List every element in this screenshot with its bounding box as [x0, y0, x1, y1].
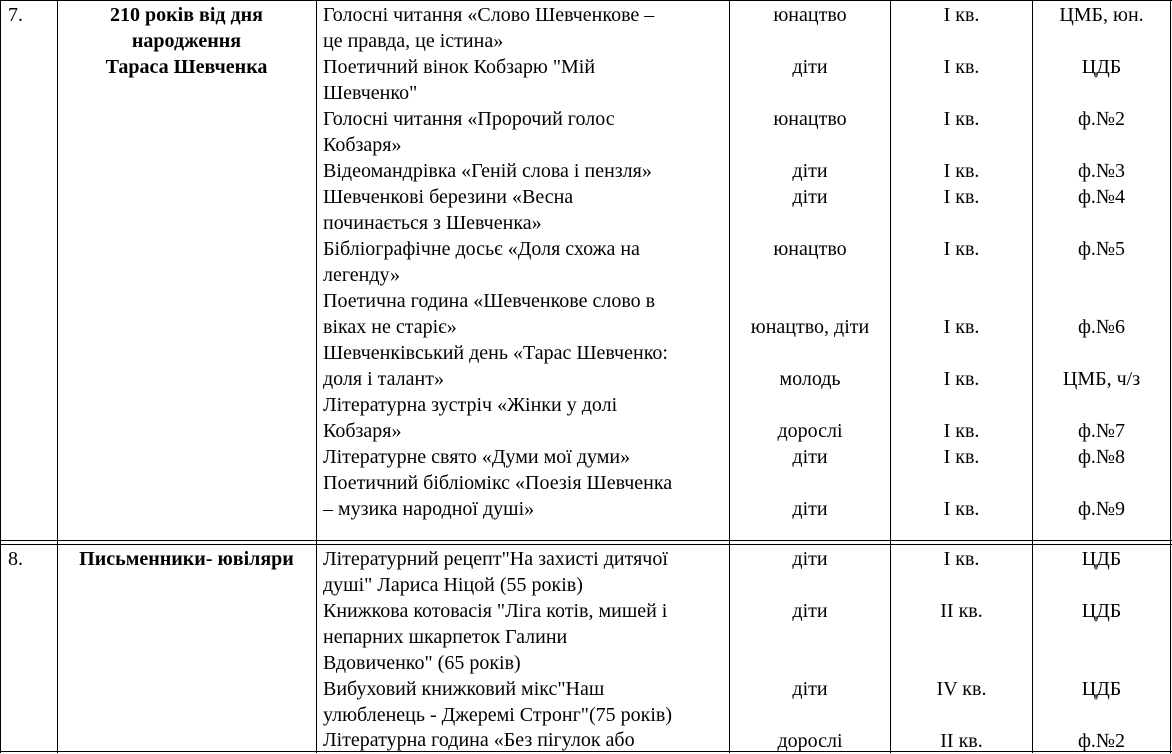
event-term: I кв.	[943, 446, 980, 468]
event-audience: діти	[792, 498, 828, 520]
event-audience: дорослі	[777, 420, 843, 442]
event-title: Літературна зустріч «Жінки у долі	[323, 394, 618, 416]
event-title: Поетична година «Шевченкове слово в	[323, 290, 656, 312]
topic-title: народження	[131, 30, 242, 52]
topic-title: Письменники- ювіляри	[79, 548, 294, 570]
event-place: ф.№2	[1077, 108, 1126, 130]
event-audience: юнацтво	[773, 238, 847, 260]
event-title: Шевченківський день «Тарас Шевченко:	[323, 342, 668, 364]
event-title: – музика народної душі»	[323, 498, 535, 520]
event-term: I кв.	[943, 368, 980, 390]
event-term: IV кв.	[936, 678, 987, 700]
event-title: улюбленець - Джеремі Стронг"(75 років)	[323, 704, 672, 726]
event-place: ф.№4	[1077, 186, 1126, 208]
event-place: ф.№6	[1077, 316, 1126, 338]
event-audience: юнацтво	[773, 108, 847, 130]
event-audience: діти	[792, 548, 828, 570]
event-audience: діти	[792, 186, 828, 208]
event-place: ф.№2	[1077, 730, 1126, 752]
row-number: 7.	[8, 4, 23, 26]
table-border-right	[1170, 0, 1171, 753]
topic-title: 210 років від дня	[110, 4, 263, 26]
event-place: ф.№8	[1077, 446, 1126, 468]
topic-title: Тараса Шевченка	[105, 56, 268, 78]
event-audience: діти	[792, 160, 828, 182]
event-audience: дорослі	[777, 730, 843, 752]
event-place: ЦДБ	[1081, 600, 1122, 622]
event-title: це правда, це істина»	[323, 30, 504, 52]
event-title: Вибуховий книжковий мікс"Наш	[323, 678, 605, 700]
event-place: ЦДБ	[1081, 56, 1122, 78]
event-title: Шевченкові березини «Весна	[323, 186, 574, 208]
column-divider	[57, 0, 58, 753]
column-divider	[316, 0, 317, 753]
event-audience: діти	[792, 600, 828, 622]
event-audience: юнацтво, діти	[750, 316, 870, 338]
event-title: легенду»	[323, 264, 401, 286]
event-title: починається з Шевченка»	[323, 212, 542, 234]
event-term: I кв.	[943, 420, 980, 442]
event-place: ЦДБ	[1081, 678, 1122, 700]
event-audience: діти	[792, 678, 828, 700]
event-title: Книжкова котовасія "Ліга котів, мишей і	[323, 600, 668, 622]
event-title: Літературна година «Без пігулок або	[323, 729, 635, 751]
event-audience: юнацтво	[773, 4, 847, 26]
event-title: Шевченко"	[323, 82, 418, 104]
event-term: I кв.	[943, 548, 980, 570]
event-title: Вдовиченко" (65 років)	[323, 652, 521, 674]
event-title: віках не старіє»	[323, 316, 457, 338]
event-title: душі" Лариса Ніцой (55 років)	[323, 574, 583, 596]
event-term: II кв.	[940, 730, 983, 752]
event-title: Кобзаря»	[323, 134, 402, 156]
event-audience: діти	[792, 446, 828, 468]
event-term: I кв.	[943, 238, 980, 260]
event-title: Голосні читання «Пророчий голос	[323, 108, 615, 130]
row-divider	[0, 544, 1172, 545]
event-title: Відеомандрівка «Геній слова і пензля»	[323, 160, 652, 182]
event-term: I кв.	[943, 4, 980, 26]
event-term: I кв.	[943, 160, 980, 182]
event-audience: діти	[792, 56, 828, 78]
event-title: Літературний рецепт"На захисті дитячої	[323, 548, 668, 570]
event-title: Поетичний вінок Кобзарю "Мій	[323, 56, 596, 78]
event-place: ф.№9	[1077, 498, 1126, 520]
event-term: I кв.	[943, 108, 980, 130]
event-place: ф.№7	[1077, 420, 1126, 442]
event-audience: молодь	[779, 368, 841, 390]
event-title: непарних шкарпеток Галини	[323, 626, 568, 648]
event-place: ф.№5	[1077, 238, 1126, 260]
event-place: ф.№3	[1077, 160, 1126, 182]
event-place: ЦДБ	[1081, 548, 1122, 570]
table-border-left	[0, 0, 1, 753]
row-divider	[0, 540, 1172, 541]
table-border-top	[0, 0, 1172, 1]
event-title: Поетичний бібліомікс «Поезія Шевченка	[323, 472, 673, 494]
event-term: I кв.	[943, 316, 980, 338]
event-term: II кв.	[940, 600, 983, 622]
row-number: 8.	[8, 548, 23, 570]
event-title: Кобзаря»	[323, 420, 402, 442]
event-term: I кв.	[943, 498, 980, 520]
event-place: ЦМБ, юн.	[1059, 4, 1144, 26]
event-place: ЦМБ, ч/з	[1062, 368, 1141, 390]
event-title: доля і талант»	[323, 368, 444, 390]
event-title: Голосні читання «Слово Шевченкове –	[323, 4, 655, 26]
event-term: I кв.	[943, 56, 980, 78]
event-title: Літературне свято «Думи мої думи»	[323, 446, 631, 468]
event-term: I кв.	[943, 186, 980, 208]
event-title: Бібліографічне досьє «Доля схожа на	[323, 238, 640, 260]
